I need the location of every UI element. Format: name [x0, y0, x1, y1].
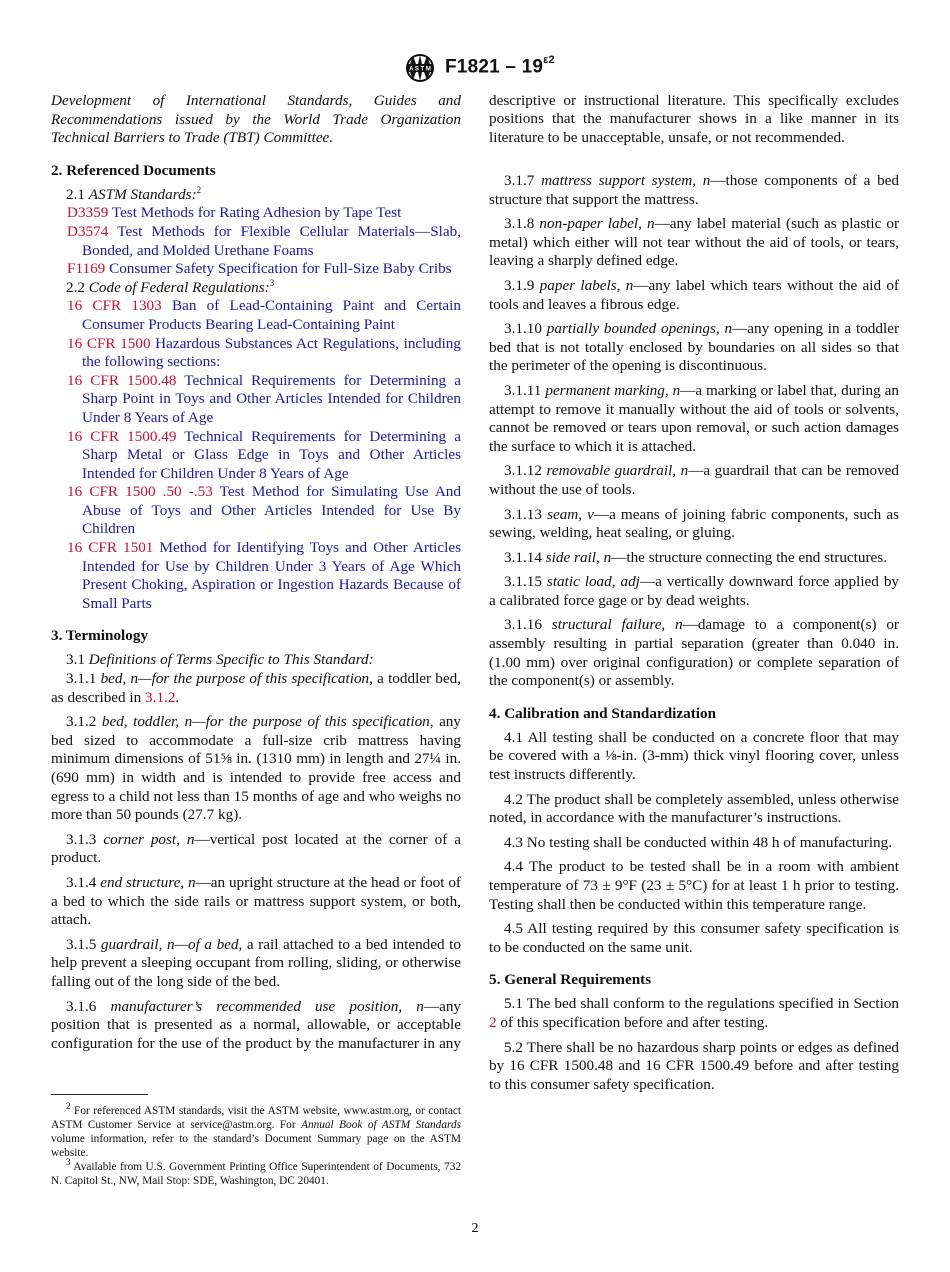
ref-cfr-1500-50[interactable]: 16 CFR 1500 .50 -.53 Test Method for Simulating Use And Abuse of Toys and Other Articles Intended for Use By Children [67, 483, 461, 538]
ref-cfr-1500-49[interactable]: 16 CFR 1500.49 Technical Requirements for Determining a Sharp Metal or Glass Edge in Toys and Other Articles Intended for Children Under 8 Years of Age [67, 427, 461, 482]
ref-cfr-1500[interactable]: 16 CFR 1500 Hazardous Substances Act Regulations, including the following sections: [67, 334, 461, 371]
term-3-1-6-continued [489, 92, 899, 166]
ref-cfr-1500-48[interactable]: 16 CFR 1500.48 Technical Requirements for Determining a Sharp Point in Toys and Other Articles Intended for Children Under 8 Years of Age [67, 371, 461, 426]
footnotes [51, 1101, 461, 1189]
document-designation: $F1821 - 19^{\varepsilon 2}$ [445, 54, 555, 78]
term-3-1-2: 3.1.2 bed, toddler, n—for the purpose of this specification, any bed sized to accommodate a full-size crib mattress having minimum dimensions of 51⅝ in. (1310 mm) in length and 27¼ in. (690 mm) in width and is intended to provide free access and egress to a child not less than 15 months of age and who weighs no more than 50 pounds (27.7 kg). [51, 713, 461, 824]
section-3-heading: 3. Terminology [51, 627, 149, 645]
term-3-1-11: 3.1.11 permanent marking, n—a marking or label that, during an attempt to remove it manually without the aid of tools or solvents, cannot be removed or tears upon removal, or such action damages the surface to which it is attached. [489, 381, 900, 455]
link-3-1-2[interactable]: 3.1.2 [145, 688, 176, 706]
term-3-1-12: 3.1.12 removable guardrail, n—a guardrail that can be removed without the use of tools. [489, 462, 899, 498]
astm-logo-icon [401, 52, 439, 84]
term-3-1-10: 3.1.10 partially bounded openings, n—any opening in a toddler bed that is not totally enclosed by boundaries on all sides so that the perimeter of the opening is discontinuous. [489, 320, 900, 375]
section-2-heading: 2. Referenced Documents [51, 161, 216, 179]
left-column [51, 92, 461, 1059]
term-3-1-15: 3.1.15 static load, adj—a vertically downward force applied by a calibrated force gage or by dead weights. [489, 573, 900, 609]
term-3-1-6-continued-text: descriptive or instructional literature. This specifically excludes positions that the manufacturer shows in a like manner in its literature to be unacceptable, unsafe, or not recommended. [489, 92, 899, 146]
para-4-4: 4.4 The product to be tested shall be in a room with ambient temperature of 73 ± 9°F (23 ± 5°C) for at least 1 h prior to testing. Testing shall then be conducted within this temperature range. [489, 858, 899, 913]
definitions-label: 3.1 Definitions of Terms Specific to This Standard: [66, 651, 374, 669]
ref-cfr-1501[interactable]: 16 CFR 1501 Method for Identifying Toys and Other Articles Intended for Use by Children Under 3 Years of Age Which Present Choking, Aspiration or Ingestion Hazards Because of Small Parts [67, 539, 461, 612]
intro-text: Development of International Standards, Guides and Recommendations issued by the World Trade Organization Technical Barriers to Trade (TBT) Committee. [51, 92, 461, 147]
para-5-2: 5.2 There shall be no hazardous sharp points or edges as defined by 16 CFR 1500.48 and 16 CFR 1500.49 before and after testing to this consumer safety specification. [489, 1038, 899, 1093]
footnote-3: $^3$ Available from U.S. Government Printing Office Superintendent of Documents, 732 N. Capitol St., NW, Mail Stop: SDE, Washington, DC 20401. [51, 1157, 461, 1188]
page-number: 2 [471, 1221, 479, 1236]
section-4-heading: 4. Calibration and Standardization [489, 704, 717, 722]
footnote-rule [51, 1094, 148, 1095]
term-3-1-4: 3.1.4 end structure, n—an upright structure at the head or foot of a bed to which the side rails or mattress support system, or both, attach. [51, 873, 461, 929]
term-3-1-8: 3.1.8 non-paper label, n—any label material (such as plastic or metal) which either will not tear without the aid of tools, or tears, leaving a sharply defined edge. [489, 215, 900, 270]
para-5-1: 5.1 The bed shall conform to the regulations specified in Section 2 of this specification before and after testing. [489, 995, 899, 1031]
term-3-1-14: 3.1.14 side rail, n—the structure connecting the end structures. [504, 548, 887, 566]
section-5-heading: 5. General Requirements [489, 971, 652, 989]
term-3-1-13: 3.1.13 seam, v—a means of joining fabric components, such as sewing, welding, heat sealing, or gluing. [489, 505, 899, 542]
ref-cfr-1303[interactable]: 16 CFR 1303 Ban of Lead-Containing Paint and Certain Consumer Products Bearing Lead-Containing Paint [67, 297, 461, 333]
page-header [0, 52, 950, 86]
ref-f1169[interactable]: F1169 Consumer Safety Specification for Full-Size Baby Cribs [67, 260, 452, 278]
footnote-2: $^2$ For referenced ASTM standards, visit the ASTM website, www.astm.org, or contact ASTM Customer Service at service@astm.org. For Annual Book of ASTM Standards volume information, refer to the standard’s Document Summary page on the ASTM website. [51, 1101, 461, 1160]
term-3-1-7: 3.1.7 mattress support system, n—those components of a bed structure that support the mattress. [489, 172, 899, 208]
term-3-1-6: 3.1.6 manufacturer’s recommended use position, n—any position that is presented as a normal, allowable, or acceptable configuration for the use of the product by the manufacturer in any [51, 997, 461, 1052]
para-4-2: 4.2 The product shall be completely assembled, unless otherwise noted, in accordance with the manufacturer’s instructions. [489, 790, 899, 827]
para-4-5: 4.5 All testing required by this consumer safety specification is to be conducted on the same unit. [489, 920, 899, 956]
astm-standards-label: 2.1 ASTM Standards:$^2$ [66, 184, 202, 203]
term-3-1-5: 3.1.5 guardrail, n—of a bed, a rail attached to a bed intended to help prevent a sleeping occupant from rolling, sliding, or otherwise falling out of the long side of the bed. [51, 935, 461, 990]
term-3-1-16: 3.1.16 structural failure, n—damage to a component(s) or assembly resulting in partial separation (greater than 0.040 in. (1.00 mm) over original configuration) or complete separation of the component(s) or assembly. [489, 616, 899, 690]
term-3-1-3: 3.1.3 corner post, n—vertical post located at the corner of a product. [51, 830, 461, 867]
para-4-1: 4.1 All testing shall be conducted on a concrete floor that may be covered with a ⅛-in. (3-mm) thick vinyl flooring cover, unless test instructs differently. [489, 728, 899, 784]
term-3-1-1: 3.1.1 bed, n—for the purpose of this specification, a toddler bed, as described in 3.1.2. [51, 670, 461, 706]
link-section-2[interactable]: 2 [489, 1013, 497, 1031]
term-3-1-9: 3.1.9 paper labels, n—any label which tears without the aid of tools and leaves a fibrous edge. [489, 276, 899, 313]
para-4-3: 4.3 No testing shall be conducted within 48 h of manufacturing. [504, 833, 893, 851]
cfr-label: 2.2 Code of Federal Regulations:$^3$ [66, 277, 275, 296]
right-column [489, 92, 899, 1100]
ref-d3359[interactable]: D3359 Test Methods for Rating Adhesion by Tape Test [67, 204, 402, 222]
svg-text:A S T M: A S T M [409, 66, 431, 73]
ref-d3574[interactable]: D3574 Test Methods for Flexible Cellular Materials—Slab, Bonded, and Molded Urethane Foams [67, 222, 461, 259]
